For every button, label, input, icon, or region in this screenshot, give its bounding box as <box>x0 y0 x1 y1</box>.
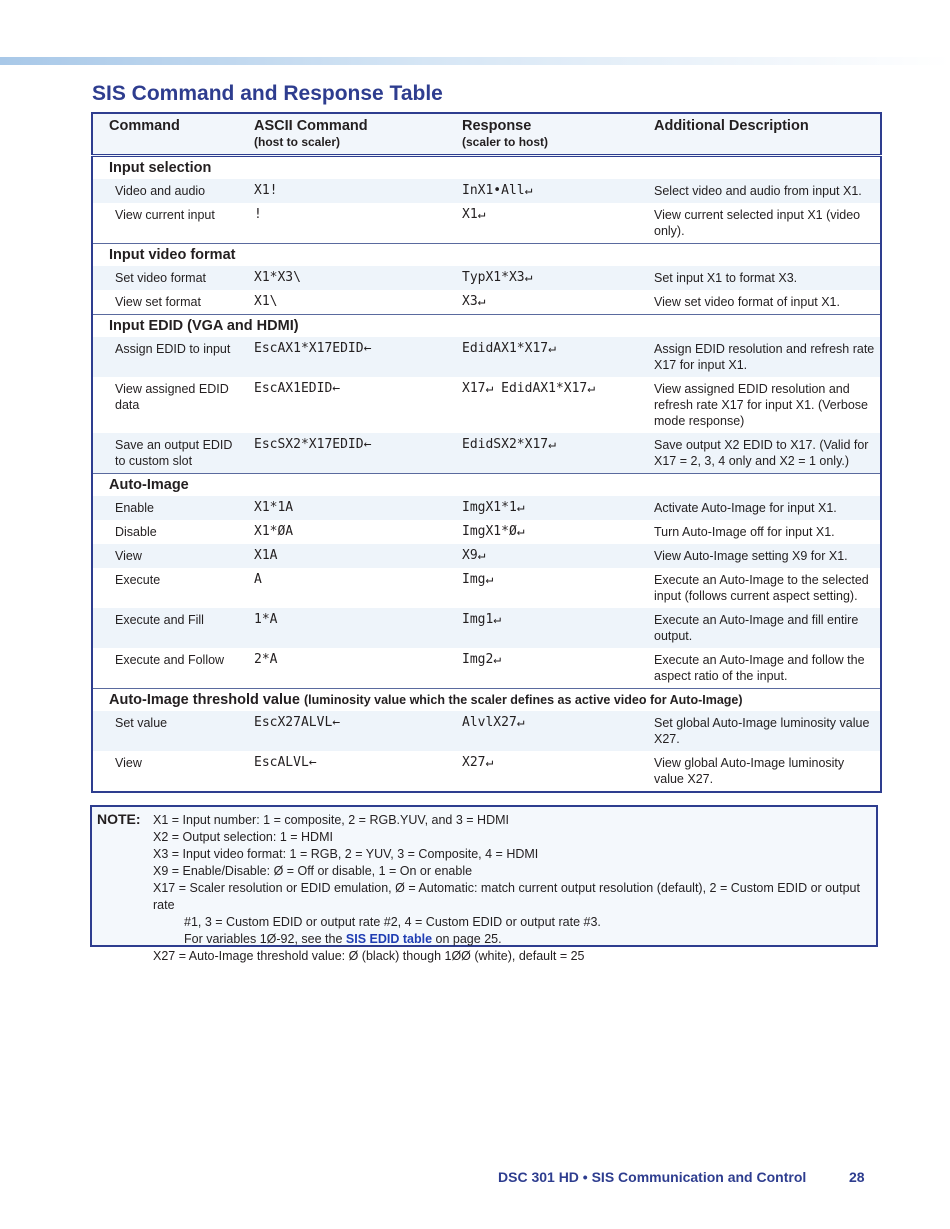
ascii-command-cell: EscSX2*X17EDID← <box>254 437 372 452</box>
command-cell: View current input <box>115 208 215 222</box>
section-title <box>92 156 881 180</box>
table-row <box>92 266 881 290</box>
command-cell: Set video format <box>115 271 207 285</box>
edid-ref-suffix: on page 25. <box>435 932 502 946</box>
table-header-row <box>92 113 881 156</box>
command-cell: Assign EDID to input <box>115 342 231 356</box>
ascii-command-cell: X1*1A <box>254 500 294 515</box>
note-box <box>90 805 878 963</box>
ascii-command-cell: ! <box>254 207 262 222</box>
command-cell: Enable <box>115 501 154 515</box>
header-band <box>0 57 950 65</box>
ascii-command-cell: EscAX1*X17EDID← <box>254 341 372 356</box>
command-cell: Disable <box>115 525 157 539</box>
note-lines <box>153 812 863 965</box>
table-row <box>92 711 881 751</box>
header-ascii: ASCII Command (host to scaler) <box>242 113 450 156</box>
note-line-x3: X3 = Input video format: 1 = RGB, 2 = YUV, 3 = Composite, 4 = HDMI <box>153 847 539 861</box>
section-header-row <box>92 156 881 180</box>
description-cell: Assign EDID resolution and refresh rate X17 for input X1. <box>654 342 875 372</box>
ascii-command-cell: X1*X3\ <box>254 270 301 285</box>
page-title: SIS Command and Response Table <box>92 82 443 105</box>
response-cell: Img1↵ <box>462 612 502 627</box>
header-ascii-sub: (host to scaler) <box>254 135 341 149</box>
table-row <box>92 496 881 520</box>
description-cell: View set video format of input X1. <box>654 295 840 309</box>
section-title <box>92 315 881 338</box>
section-title <box>92 244 881 267</box>
table-row <box>92 544 881 568</box>
command-cell: View assigned EDID data <box>115 382 229 412</box>
response-cell: AlvlX27↵ <box>462 715 525 730</box>
header-response-sub: (scaler to host) <box>462 135 549 149</box>
table-row <box>92 290 881 315</box>
section-title-text: Input video format <box>109 247 236 263</box>
description-cell: View assigned EDID resolution and refresh rate X17 for input X1. (Verbose mode response) <box>654 382 869 428</box>
response-cell: ImgX1*Ø↵ <box>462 524 525 539</box>
description-cell: Execute an Auto-Image and fill entire output. <box>654 613 859 643</box>
header-response: Response (scaler to host) <box>450 113 640 156</box>
table-row <box>92 203 881 244</box>
note-line-x17-cont: #1, 3 = Custom EDID or output rate #2, 4 = Custom EDID or output rate #3. <box>184 915 601 929</box>
page-number: 28 <box>849 1169 865 1185</box>
response-cell: X9↵ <box>462 548 486 563</box>
edid-ref-prefix: For variables 1Ø-92, see the <box>184 932 343 946</box>
response-cell: EdidAX1*X17↵ <box>462 341 556 356</box>
ascii-command-cell: X1A <box>254 548 278 563</box>
footer-title: DSC 301 HD • SIS Communication and Control <box>498 1169 807 1185</box>
header-description: Additional Description <box>640 113 881 156</box>
description-cell: Activate Auto-Image for input X1. <box>654 501 837 515</box>
ascii-command-cell: X1*ØA <box>254 524 294 539</box>
ascii-command-cell: EscAX1EDID← <box>254 381 341 396</box>
response-cell: ImgX1*1↵ <box>462 500 525 515</box>
sis-edid-table-link[interactable]: SIS EDID table <box>345 932 433 946</box>
table-row <box>92 433 881 474</box>
response-cell: EdidSX2*X17↵ <box>462 437 556 452</box>
response-cell: Img2↵ <box>462 652 502 667</box>
description-cell: Select video and audio from input X1. <box>654 184 862 198</box>
section-title-text: Input EDID (VGA and HDMI) <box>109 318 299 334</box>
response-cell: X3↵ <box>462 294 486 309</box>
command-cell: View set format <box>115 295 201 309</box>
section-header-row <box>92 315 881 338</box>
section-title-text: Auto-Image <box>109 477 189 493</box>
sis-command-table <box>91 112 882 793</box>
command-cell: View <box>115 549 142 563</box>
section-title-text: Input selection <box>109 160 212 176</box>
description-cell: View global Auto-Image luminosity value X27. <box>654 756 845 786</box>
command-cell: View <box>115 756 142 770</box>
description-cell: View Auto-Image setting X9 for X1. <box>654 549 848 563</box>
section-title <box>92 689 881 712</box>
command-cell: Video and audio <box>115 184 206 198</box>
response-cell: X1↵ <box>462 207 486 222</box>
command-cell: Execute and Fill <box>115 613 204 627</box>
note-line-x27: X27 = Auto-Image threshold value: Ø (black) though 1ØØ (white), default = 25 <box>153 949 585 963</box>
response-cell: TypX1*X3↵ <box>462 270 533 285</box>
command-cell: Execute <box>115 573 161 587</box>
note-line-x9: X9 = Enable/Disable: Ø = Off or disable, 1 = On or enable <box>153 864 473 878</box>
ascii-command-cell: EscALVL← <box>254 755 317 770</box>
ascii-command-cell: 2*A <box>254 652 278 667</box>
ascii-command-cell: EscX27ALVL← <box>254 715 341 730</box>
table-row <box>92 608 881 648</box>
description-cell: Set input X1 to format X3. <box>654 271 798 285</box>
command-cell: Set value <box>115 716 168 730</box>
note-line-edid-ref <box>153 931 863 948</box>
response-cell: X17↵ EdidAX1*X17↵ <box>462 381 596 396</box>
ascii-command-cell: A <box>254 572 262 587</box>
ascii-command-cell: X1\ <box>254 294 278 309</box>
table-row <box>92 337 881 377</box>
response-cell: Img↵ <box>462 572 494 587</box>
table-row <box>92 520 881 544</box>
description-cell: Execute an Auto-Image to the selected input (follows current aspect setting). <box>654 573 869 603</box>
table-body <box>92 156 881 793</box>
description-cell: Turn Auto-Image off for input X1. <box>654 525 835 539</box>
header-command: Command <box>92 113 242 156</box>
command-cell: Execute and Follow <box>115 653 225 667</box>
response-cell: InX1•All↵ <box>462 183 533 198</box>
command-cell: Save an output EDID to custom slot <box>115 438 233 468</box>
section-title-text: Auto-Image threshold value <box>109 692 300 708</box>
response-cell: X27↵ <box>462 755 494 770</box>
description-cell: Set global Auto-Image luminosity value X27. <box>654 716 870 746</box>
table-row <box>92 377 881 433</box>
note-line-x1: X1 = Input number: 1 = composite, 2 = RGB.YUV, and 3 = HDMI <box>153 813 509 827</box>
section-title <box>92 474 881 497</box>
ascii-command-cell: 1*A <box>254 612 278 627</box>
table-row <box>92 568 881 608</box>
table-row <box>92 751 881 792</box>
table-row <box>92 179 881 203</box>
description-cell: Execute an Auto-Image and follow the aspect ratio of the input. <box>654 653 865 683</box>
section-header-row <box>92 689 881 712</box>
note-label: NOTE: <box>97 811 141 827</box>
section-header-row <box>92 244 881 267</box>
table-row <box>92 648 881 689</box>
ascii-command-cell: X1! <box>254 183 278 198</box>
section-title-sub: (luminosity value which the scaler defines as active video for Auto-Image) <box>303 693 743 707</box>
note-line-x17: X17 = Scaler resolution or EDID emulation, Ø = Automatic: match current output resolution (default), 2 = Custom EDID or output rate <box>153 881 860 912</box>
note-line-x2: X2 = Output selection: 1 = HDMI <box>153 830 333 844</box>
description-cell: Save output X2 EDID to X17. (Valid for X17 = 2, 3, 4 only and X2 = 1 only.) <box>654 438 869 468</box>
section-header-row <box>92 474 881 497</box>
description-cell: View current selected input X1 (video only). <box>654 208 861 238</box>
